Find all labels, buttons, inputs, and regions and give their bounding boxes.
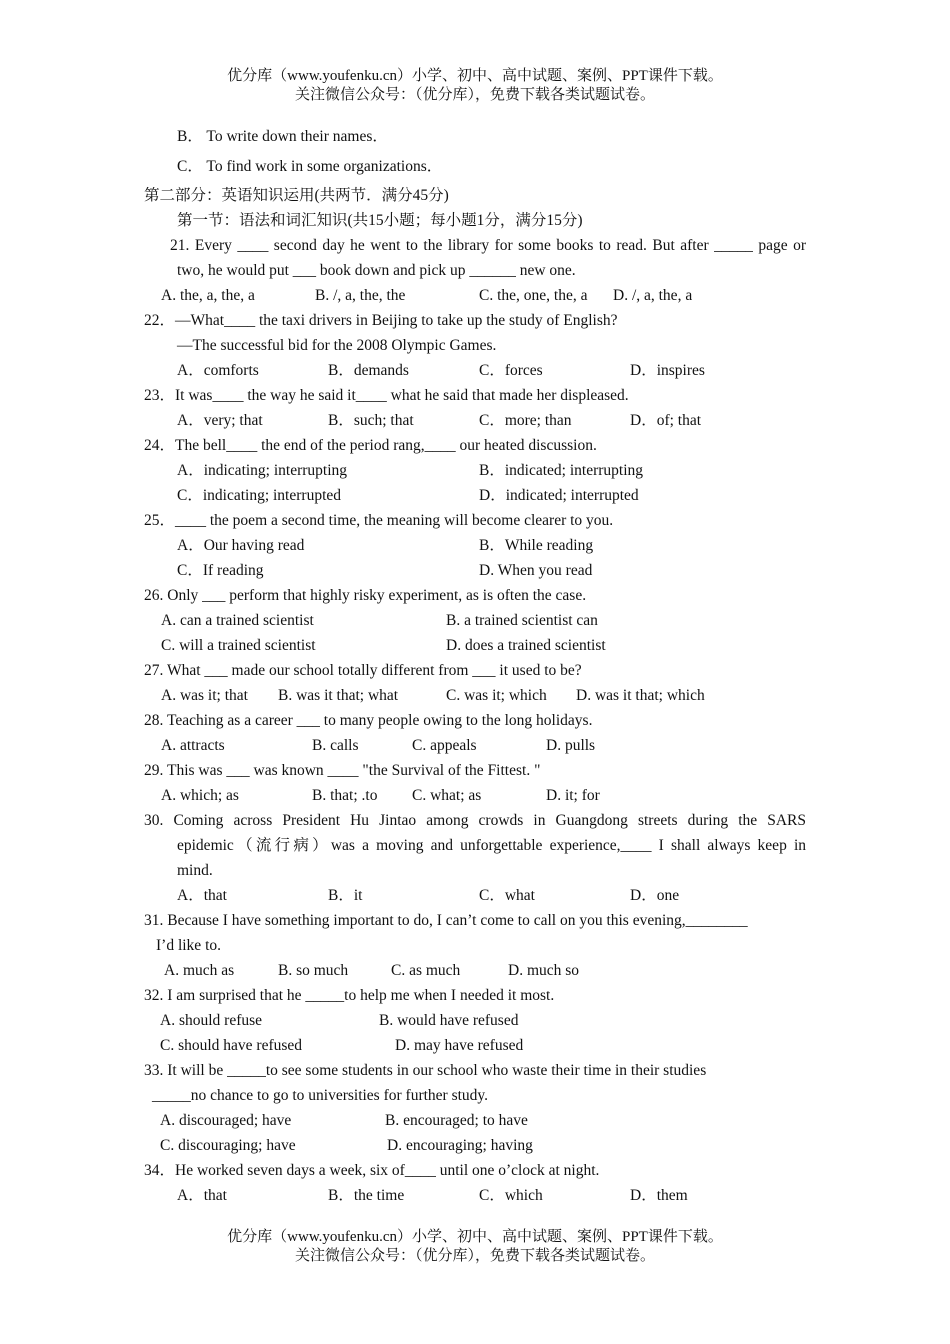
q32-option-a: A. should refuse (160, 1012, 263, 1029)
q26-option-d: D. does a trained scientist (446, 637, 606, 654)
q31-option-a: A. much as (164, 962, 235, 979)
q32-option-b: B. would have refused (379, 1012, 519, 1029)
q21-stem-line2: two, he would put ___ book down and pick up ______ new one. (177, 262, 576, 279)
q24-stem-line1: 24．The bell____ the end of the period rang,____ our heated discussion. (144, 437, 597, 454)
q25-option-c: C．If reading (177, 562, 264, 579)
q31-option-d: D. much so (508, 962, 580, 979)
q31-stem-line1: 31. Because I have something important to do, I can’t come to call on you this evening,________ (144, 912, 748, 929)
q34-stem-line1: 34．He worked seven days a week, six of____ until one o’clock at night. (144, 1162, 600, 1179)
header-line-2: 关注微信公众号：（优分库），免费下载各类试题试卷。 (294, 87, 655, 103)
q25-option-a: A．Our having read (177, 537, 305, 554)
q26-option-c: C. will a trained scientist (161, 637, 316, 654)
q23-option-a: A．very; that (177, 412, 263, 429)
q27-option-a: A. was it; that (161, 687, 248, 704)
q27-stem-line1: 27. What ___ made our school totally different from ___ it used to be? (144, 662, 582, 679)
q22-option-c: C．forces (479, 362, 543, 379)
page-header (0, 67, 950, 105)
q31-option-c: C. as much (391, 962, 461, 979)
q33-stem-line1: 33. It will be _____to see some students in our school who waste their time in their studies (144, 1062, 707, 1079)
q21-stem-line1: 21. Every ____ second day he went to the library for some books to read. But after _____ page or (170, 237, 806, 254)
prev-option-c: C． To find work in some organizations． (177, 158, 443, 175)
q34-option-c: C．which (479, 1187, 543, 1204)
q30-stem-line2: epidemic（流行病）was a moving and unforgettable experience,____ I shall always keep in (177, 837, 806, 854)
q28-option-a: A. attracts (161, 737, 225, 754)
q28-stem-line1: 28. Teaching as a career ___ to many people owing to the long holidays. (144, 712, 593, 729)
q22-option-d: D．inspires (630, 362, 705, 379)
q21-option-c: C. the, one, the, a (479, 287, 588, 304)
footer-line-2: 关注微信公众号：（优分库），免费下载各类试题试卷。 (294, 1248, 655, 1264)
q21-option-b: B. /, a, the, the (315, 287, 406, 304)
q31-option-b: B. so much (278, 962, 349, 979)
q23-option-c: C．more; than (479, 412, 572, 429)
q26-option-a: A. can a trained scientist (161, 612, 314, 629)
q34-option-b: B．the time (328, 1187, 405, 1204)
q24-option-d: D．indicated; interrupted (479, 487, 639, 504)
section1-title: 第一节：语法和词汇知识(共15小题；每小题1分，满分15分) (177, 212, 583, 229)
q25-option-b: B．While reading (479, 537, 594, 554)
q22-option-a: A．comforts (177, 362, 259, 379)
q30-option-d: D．one (630, 887, 680, 904)
q28-option-c: C. appeals (412, 737, 477, 754)
q33-option-a: A. discouraged; have (160, 1112, 292, 1129)
q32-option-d: D. may have refused (395, 1037, 524, 1054)
q34-option-d: D．them (630, 1187, 688, 1204)
q28-option-d: D. pulls (546, 737, 596, 754)
prev-option-b: B． To write down their names． (177, 128, 388, 145)
q30-option-c: C．what (479, 887, 535, 904)
q26-option-b: B. a trained scientist can (446, 612, 598, 629)
q30-option-a: A．that (177, 887, 227, 904)
q27-option-d: D. was it that; which (576, 687, 705, 704)
footer-line-1: 优分库（www.youfenku.cn）小学、初中、高中试题、案例、PPT课件下载。 (227, 1229, 723, 1245)
q29-option-c: C. what; as (412, 787, 482, 804)
q29-option-a: A. which; as (161, 787, 239, 804)
q22-stem-line2: —The successful bid for the 2008 Olympic Games. (177, 337, 497, 354)
q30-option-b: B．it (328, 887, 363, 904)
q32-option-c: C. should have refused (160, 1037, 303, 1054)
q25-stem-line1: 25．____ the poem a second time, the meaning will become clearer to you. (144, 512, 614, 529)
q33-option-c: C. discouraging; have (160, 1137, 296, 1154)
q33-option-b: B. encouraged; to have (385, 1112, 528, 1129)
exam-content (0, 124, 950, 1208)
q21-option-a: A. the, a, the, a (161, 287, 255, 304)
q26-stem-line1: 26. Only ___ perform that highly risky experiment, as is often the case. (144, 587, 587, 604)
q22-stem-line1: 22．—What____ the taxi drivers in Beijing to take up the study of English? (144, 312, 618, 329)
q29-option-d: D. it; for (546, 787, 600, 804)
q31-stem-line2: I’d like to. (156, 937, 221, 954)
q24-option-a: A．indicating; interrupting (177, 462, 348, 479)
question-21 (0, 233, 950, 258)
q23-option-d: D．of; that (630, 412, 702, 429)
q22-option-b: B．demands (328, 362, 409, 379)
q25-option-d: D. When you read (479, 562, 593, 579)
q33-option-d: D. encouraging; having (387, 1137, 533, 1154)
q32-stem-line1: 32. I am surprised that he _____to help me when I needed it most. (144, 987, 555, 1004)
header-line-1: 优分库（www.youfenku.cn）小学、初中、高中试题、案例、PPT课件下载。 (227, 68, 723, 84)
q27-option-c: C. was it; which (446, 687, 547, 704)
q30-stem-line3: mind. (177, 862, 213, 879)
page-footer (0, 1228, 950, 1266)
q23-option-b: B．such; that (328, 412, 414, 429)
q27-option-b: B. was it that; what (278, 687, 399, 704)
q24-option-b: B．indicated; interrupting (479, 462, 644, 479)
q23-stem-line1: 23．It was____ the way he said it____ what he said that made her displeased. (144, 387, 629, 404)
q24-option-c: C．indicating; interrupted (177, 487, 342, 504)
q21-option-d: D. /, a, the, a (613, 287, 693, 304)
q29-stem-line1: 29. This was ___ was known ____ "the Survival of the Fittest. " (144, 762, 541, 779)
q29-option-b: B. that; .to (312, 787, 378, 804)
part2-title: 第二部分：英语知识运用(共两节．满分45分) (144, 187, 449, 204)
q30-stem-line1: 30. Coming across President Hu Jintao among crowds in Guangdong streets during the SARS (144, 812, 806, 829)
q34-option-a: A．that (177, 1187, 227, 1204)
q33-stem-line2: _____no chance to go to universities for further study. (152, 1087, 489, 1104)
q28-option-b: B. calls (312, 737, 359, 754)
